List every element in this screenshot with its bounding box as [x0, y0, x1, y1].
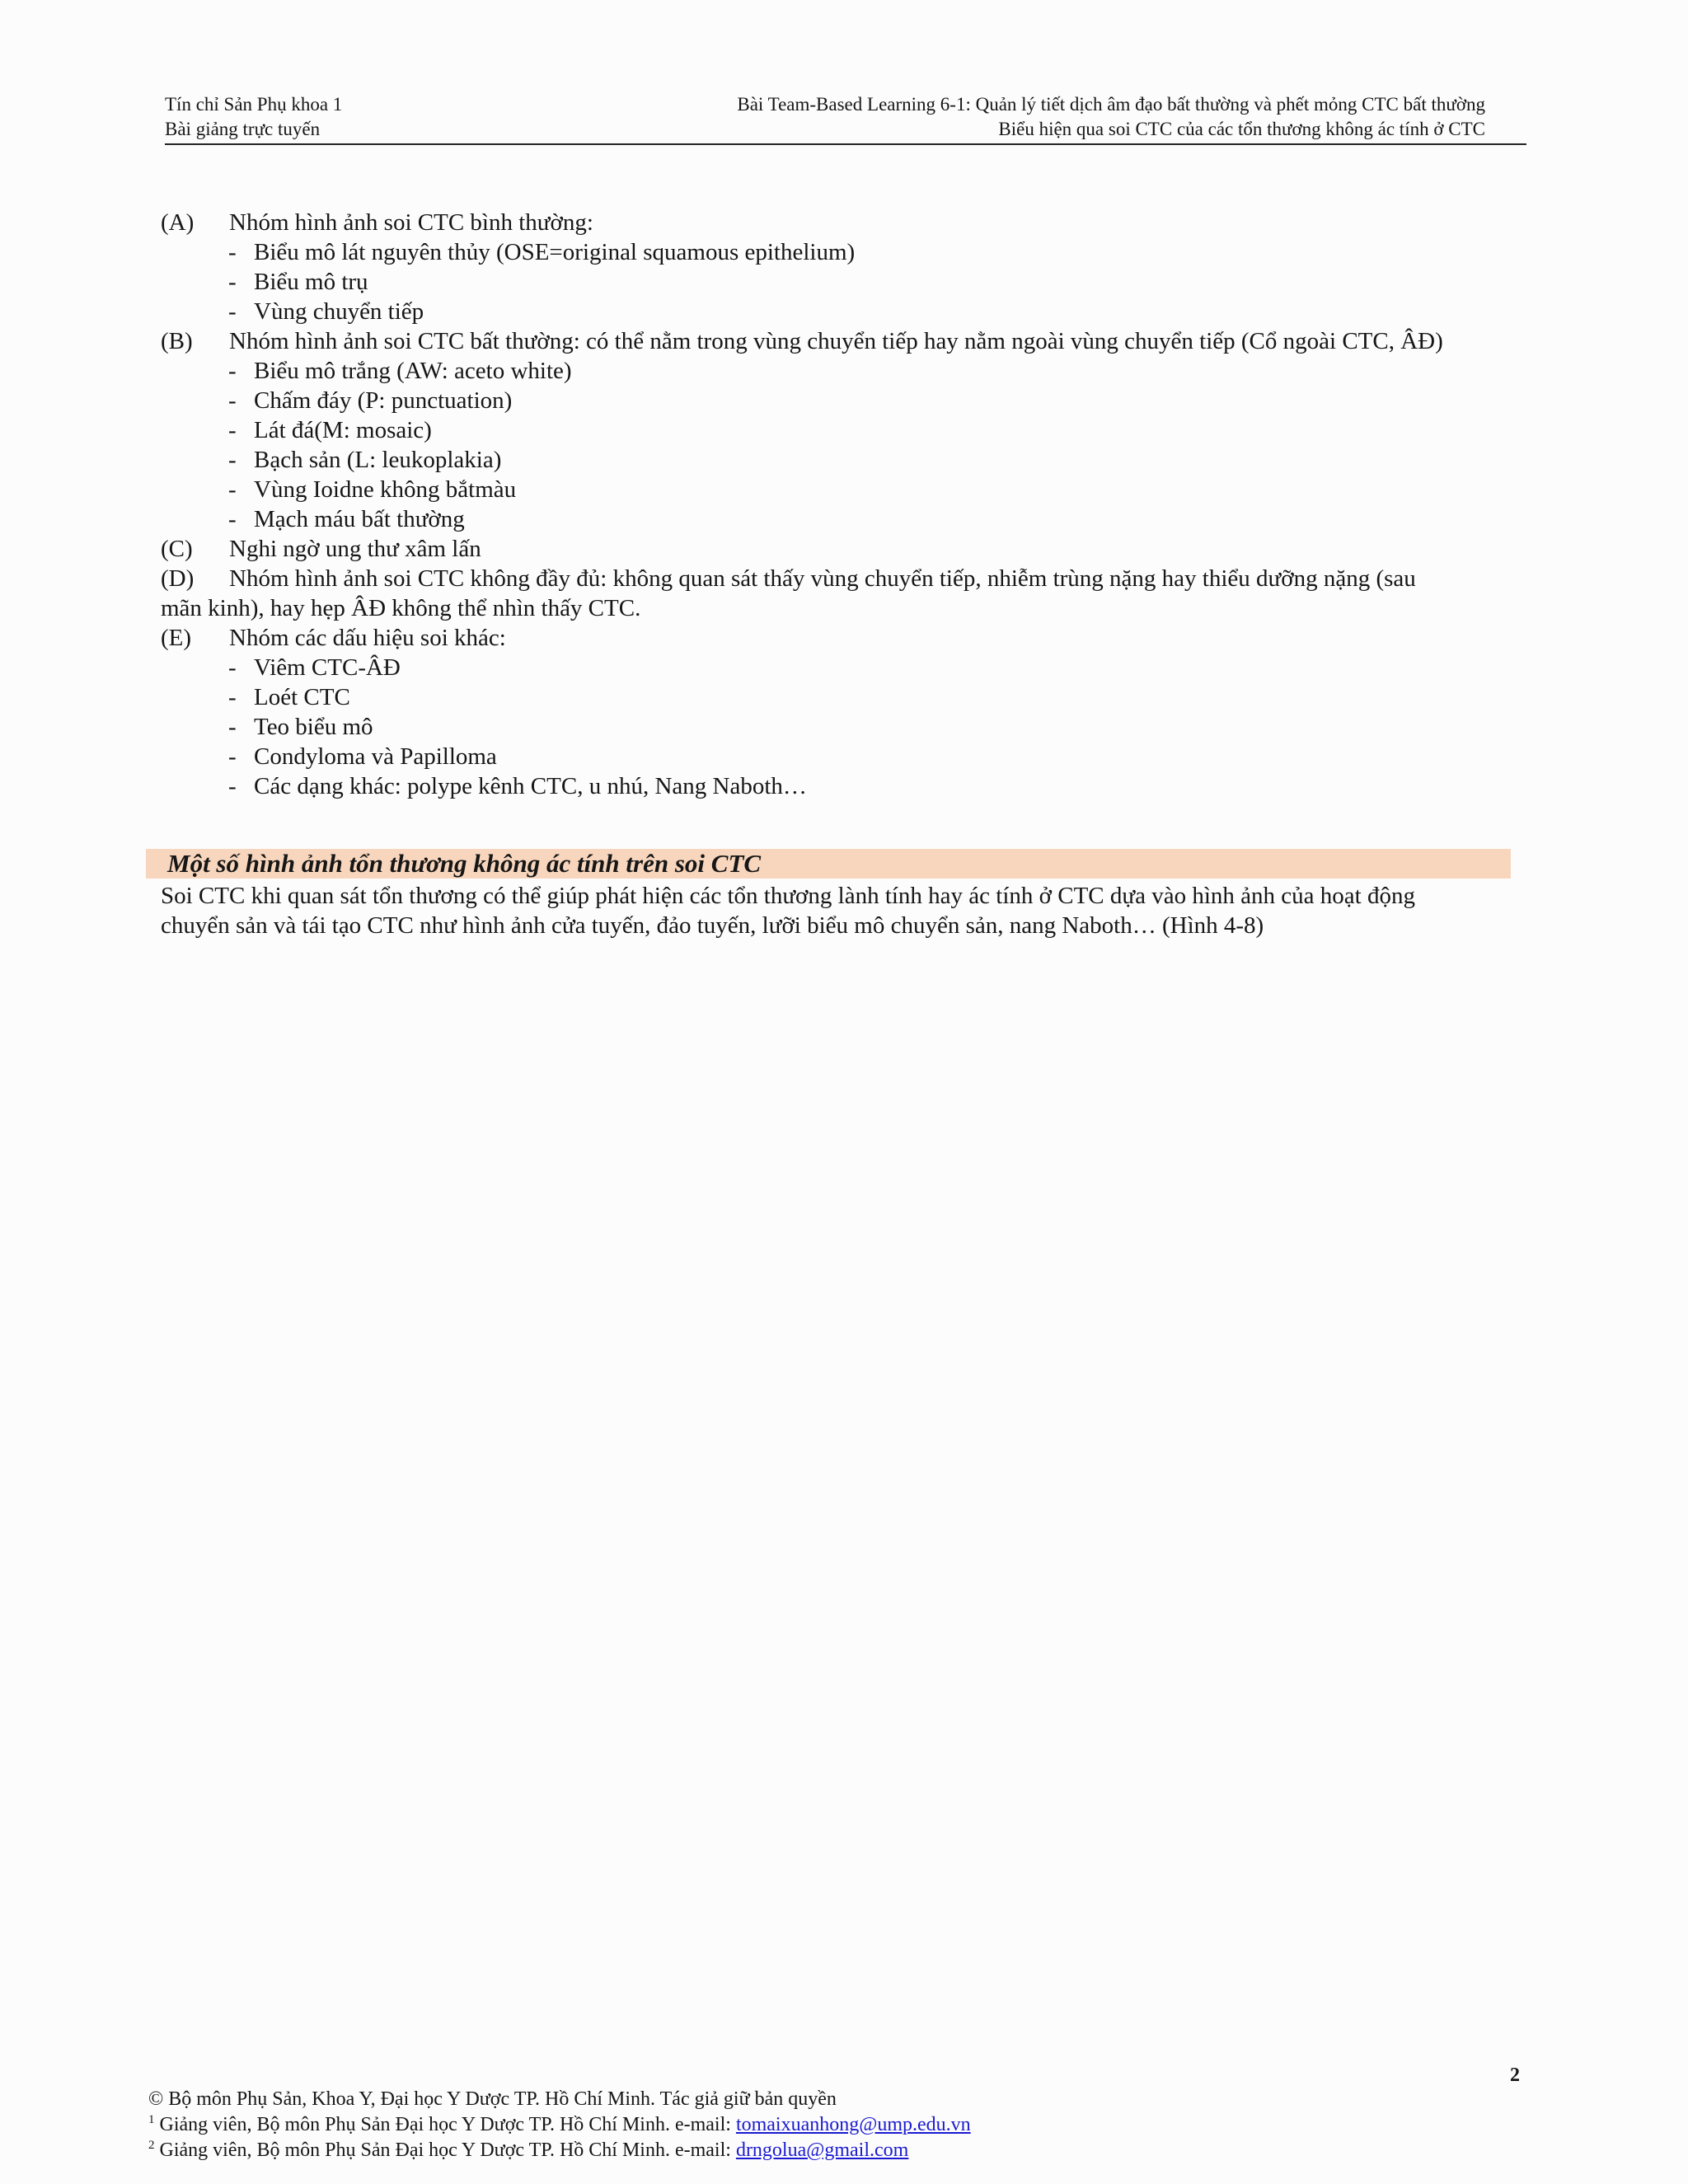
- section-e: [161, 623, 1562, 653]
- section-title: Nhóm hình ảnh soi CTC bình thường:: [229, 209, 593, 236]
- section-label: (C): [161, 536, 193, 562]
- course-subtitle: Bài giảng trực tuyến: [165, 119, 321, 139]
- main-content: [161, 208, 1562, 801]
- section-label: (D): [161, 565, 195, 592]
- paragraph-line: chuyển sản và tái tạo CTC như hình ảnh cửa tuyến, đảo tuyến, lưỡi biểu mô chuyển sản, nang Naboth… (Hình 4-8): [161, 912, 1264, 939]
- list-item: [161, 771, 1562, 801]
- list-item: [161, 504, 1562, 534]
- page-footer: [148, 2087, 971, 2163]
- paragraph-line: Soi CTC khi quan sát tổn thương có thể giúp phát hiện các tổn thương lành tính hay ác tính ở CTC dựa vào hình ảnh của hoạt động: [161, 883, 1415, 909]
- bullet-dash: -: [228, 714, 237, 740]
- footnote-1: [148, 2112, 971, 2138]
- bullet-dash: -: [228, 387, 237, 414]
- lesson-title: Bài Team-Based Learning 6-1: Quản lý tiết dịch âm đạo bất thường và phết mỏng CTC bất thường: [737, 94, 1485, 115]
- list-item-text: Bạch sản (L: leukoplakia): [254, 447, 502, 473]
- section-title: Nhóm hình ảnh soi CTC bất thường: có thể nằm trong vùng chuyển tiếp hay nằm ngoài vùng chuyển tiếp (Cổ ngoài CTC, ÂĐ): [229, 328, 1443, 354]
- section-label: (A): [161, 209, 195, 236]
- section-title: Nhóm các dấu hiệu soi khác:: [229, 625, 506, 651]
- page-header: [165, 91, 1526, 145]
- list-item-text: Biểu mô lát nguyên thủy (OSE=original squamous epithelium): [254, 239, 856, 265]
- bullet-dash: -: [228, 239, 237, 265]
- bullet-dash: -: [228, 773, 237, 799]
- course-title: Tín chỉ Sản Phụ khoa 1: [165, 94, 343, 115]
- list-item-text: Vùng Ioidne không bắtmàu: [254, 476, 517, 503]
- list-item-text: Teo biểu mô: [254, 714, 373, 740]
- section-d: [161, 564, 1562, 593]
- email-link[interactable]: tomaixuanhong@ump.edu.vn: [735, 2114, 971, 2135]
- footnote-2: [148, 2138, 971, 2163]
- section-heading: Một số hình ảnh tổn thương không ác tính trên soi CTC: [167, 849, 762, 878]
- section-a: [161, 208, 1562, 237]
- list-item: [161, 742, 1562, 771]
- list-item-text: Chấm đáy (P: punctuation): [254, 387, 513, 414]
- body-paragraph: [161, 881, 1554, 940]
- list-item: [161, 297, 1562, 326]
- list-item-text: Loét CTC: [254, 684, 350, 710]
- bullet-dash: -: [228, 654, 237, 681]
- list-item: [161, 237, 1562, 267]
- bullet-dash: -: [228, 476, 237, 503]
- section-c: [161, 534, 1562, 564]
- list-item-text: Biểu mô trụ: [254, 269, 368, 295]
- section-title: Nghi ngờ ung thư xâm lấn: [229, 536, 481, 562]
- bullet-dash: -: [228, 447, 237, 473]
- list-item: [161, 682, 1562, 712]
- list-item: [161, 653, 1562, 682]
- list-item: [161, 267, 1562, 297]
- section-b: [161, 326, 1562, 356]
- page-number: 2: [1510, 2064, 1520, 2086]
- list-item: [161, 415, 1562, 445]
- list-item-text: Condyloma và Papilloma: [254, 743, 497, 770]
- footnote-marker: 1: [148, 2113, 155, 2126]
- lesson-subtitle: Biểu hiện qua soi CTC của các tổn thương không ác tính ở CTC: [998, 119, 1485, 139]
- list-item-text: Các dạng khác: polype kênh CTC, u nhú, Nang Naboth…: [254, 773, 807, 799]
- list-item: [161, 445, 1562, 475]
- bullet-dash: -: [228, 269, 237, 295]
- email-link[interactable]: drngolua@gmail.com: [735, 2139, 909, 2161]
- bullet-dash: -: [228, 298, 237, 325]
- list-item-text: Lát đá(M: mosaic): [254, 417, 432, 443]
- bullet-dash: -: [228, 743, 237, 770]
- section-label: (E): [161, 625, 192, 651]
- list-item: [161, 356, 1562, 386]
- bullet-dash: -: [228, 358, 237, 384]
- section-title: Nhóm hình ảnh soi CTC không đầy đủ: không quan sát thấy vùng chuyển tiếp, nhiễm trùng nặng hay thiểu dưỡng nặng (sau: [229, 565, 1416, 592]
- copyright-notice: © Bộ môn Phụ Sản, Khoa Y, Đại học Y Dược TP. Hồ Chí Minh. Tác giả giữ bản quyền: [148, 2088, 837, 2110]
- bullet-dash: -: [228, 684, 237, 710]
- list-item: [161, 475, 1562, 504]
- list-item-text: Mạch máu bất thường: [254, 506, 465, 532]
- section-label: (B): [161, 328, 193, 354]
- bullet-dash: -: [228, 417, 237, 443]
- footnote-text: Giảng viên, Bộ môn Phụ Sản Đại học Y Dược TP. Hồ Chí Minh. e-mail:: [154, 2114, 736, 2135]
- section-title-continuation: mãn kinh), hay hẹp ÂĐ không thể nhìn thấy CTC.: [161, 595, 641, 621]
- footnote-marker: 2: [148, 2139, 155, 2152]
- bullet-dash: -: [228, 506, 237, 532]
- list-item-text: Biểu mô trắng (AW: aceto white): [254, 358, 572, 384]
- list-item: [161, 712, 1562, 742]
- list-item-text: Vùng chuyển tiếp: [254, 298, 424, 325]
- list-item: [161, 386, 1562, 415]
- list-item-text: Viêm CTC-ÂĐ: [254, 654, 401, 681]
- footnote-text: Giảng viên, Bộ môn Phụ Sản Đại học Y Dược TP. Hồ Chí Minh. e-mail:: [154, 2139, 736, 2161]
